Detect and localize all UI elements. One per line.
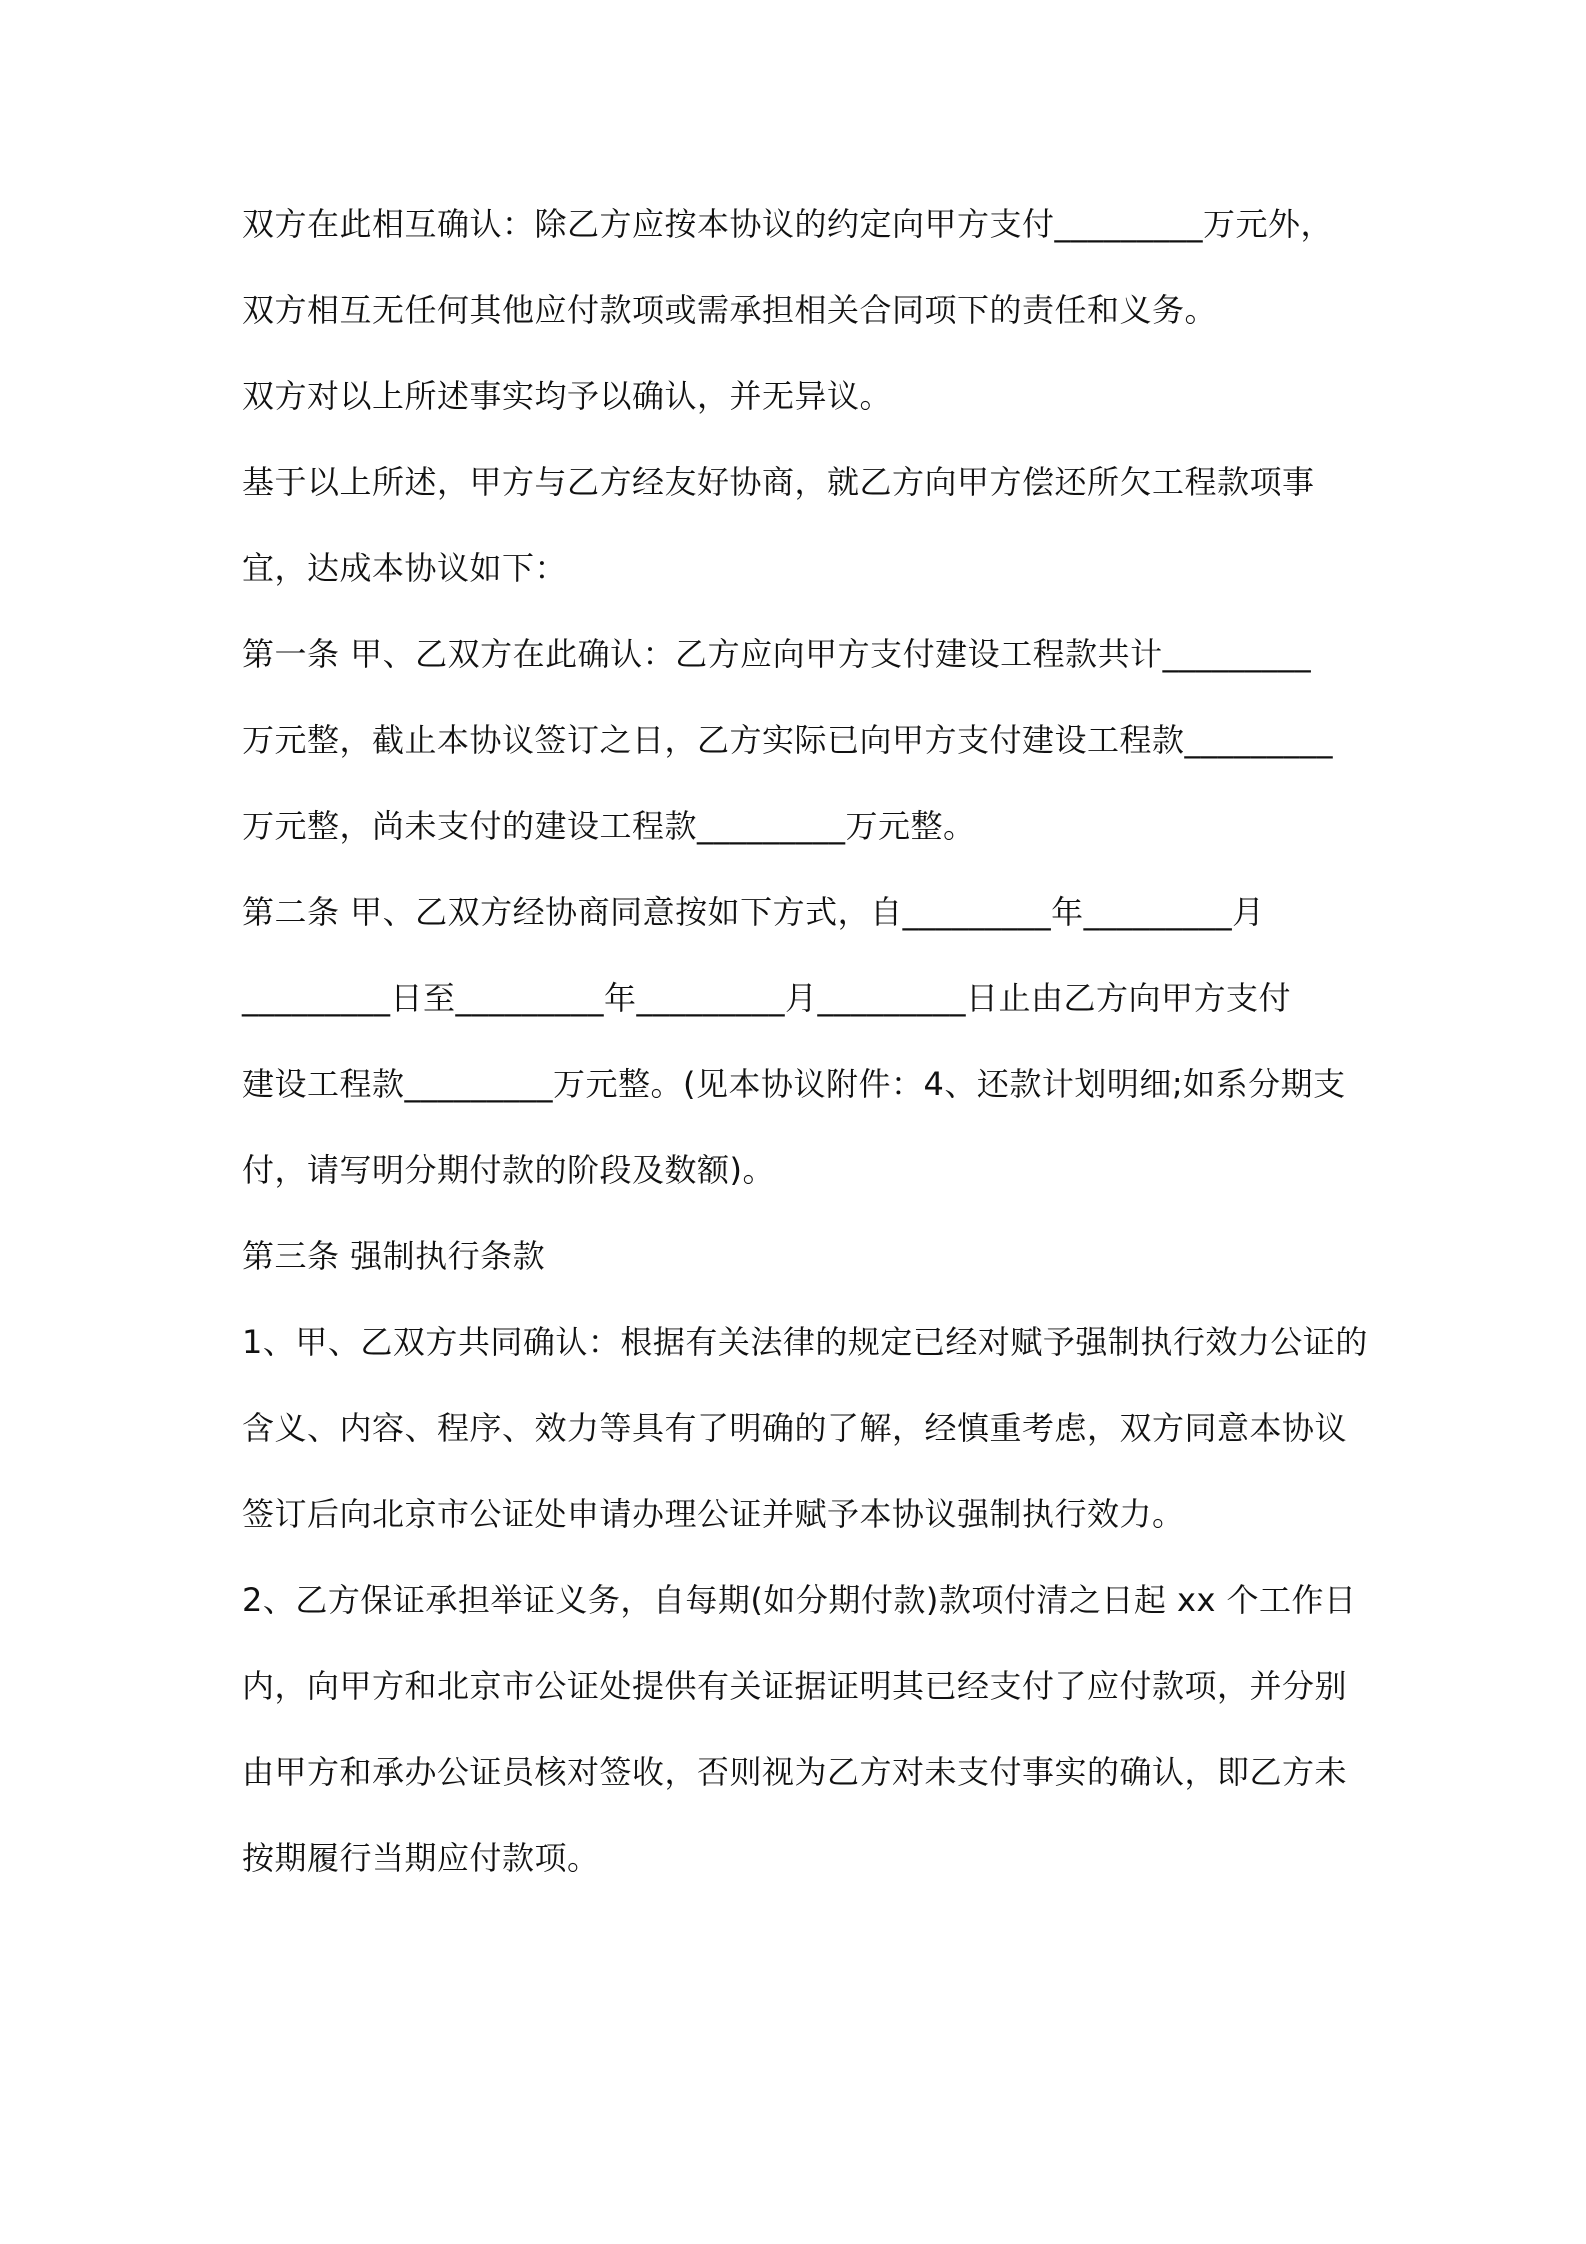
article-3-heading: 第三条 强制执行条款 bbox=[242, 1237, 546, 1275]
paragraph-line: 双方在此相互确认：除乙方应按本协议的约定向甲方支付_________万元外， bbox=[242, 205, 1334, 243]
clause-1-line: 签订后向北京市公证处申请办理公证并赋予本协议强制执行效力。 bbox=[242, 1495, 1185, 1533]
clause-2-line: 2、乙方保证承担举证义务，自每期(如分期付款)款项付清之日起 xx 个工作日 bbox=[242, 1581, 1357, 1619]
clause-1-line: 1、甲、乙双方共同确认：根据有关法律的规定已经对赋予强制执行效力公证的 bbox=[242, 1323, 1368, 1361]
clause-2-line: 内，向甲方和北京市公证处提供有关证据证明其已经支付了应付款项，并分别 bbox=[242, 1667, 1348, 1705]
clause-2-line: 按期履行当期应付款项。 bbox=[242, 1839, 600, 1877]
article-2-line: 付，请写明分期付款的阶段及数额)。 bbox=[242, 1151, 775, 1189]
clause-1-line: 含义、内容、程序、效力等具有了明确的了解，经慎重考虑，双方同意本协议 bbox=[242, 1409, 1348, 1447]
clause-2-line: 由甲方和承办公证员核对签收，否则视为乙方对未支付事实的确认，即乙方未 bbox=[242, 1753, 1348, 1791]
paragraph-line: 双方相互无任何其他应付款项或需承担相关合同项下的责任和义务。 bbox=[242, 291, 1218, 329]
article-2-line: _________日至_________年_________月_________日止由乙方向甲方支付 bbox=[242, 979, 1292, 1017]
article-1-line: 万元整，截止本协议签订之日，乙方实际已向甲方支付建设工程款_________ bbox=[242, 721, 1334, 759]
article-1-line: 第一条 甲、乙双方在此确认：乙方应向甲方支付建设工程款共计_________ bbox=[242, 635, 1312, 673]
article-1-line: 万元整，尚未支付的建设工程款_________万元整。 bbox=[242, 807, 976, 845]
article-2-line: 建设工程款_________万元整。(见本协议附件：4、还款计划明细;如系分期支 bbox=[242, 1065, 1346, 1103]
paragraph-line: 双方对以上所述事实均予以确认，并无异议。 bbox=[242, 377, 893, 415]
article-2-line: 第二条 甲、乙双方经协商同意按如下方式，自_________年_________月 bbox=[242, 893, 1265, 931]
paragraph-line: 宜，达成本协议如下： bbox=[242, 549, 568, 587]
paragraph-line: 基于以上所述，甲方与乙方经友好协商，就乙方向甲方偿还所欠工程款项事 bbox=[242, 463, 1315, 501]
